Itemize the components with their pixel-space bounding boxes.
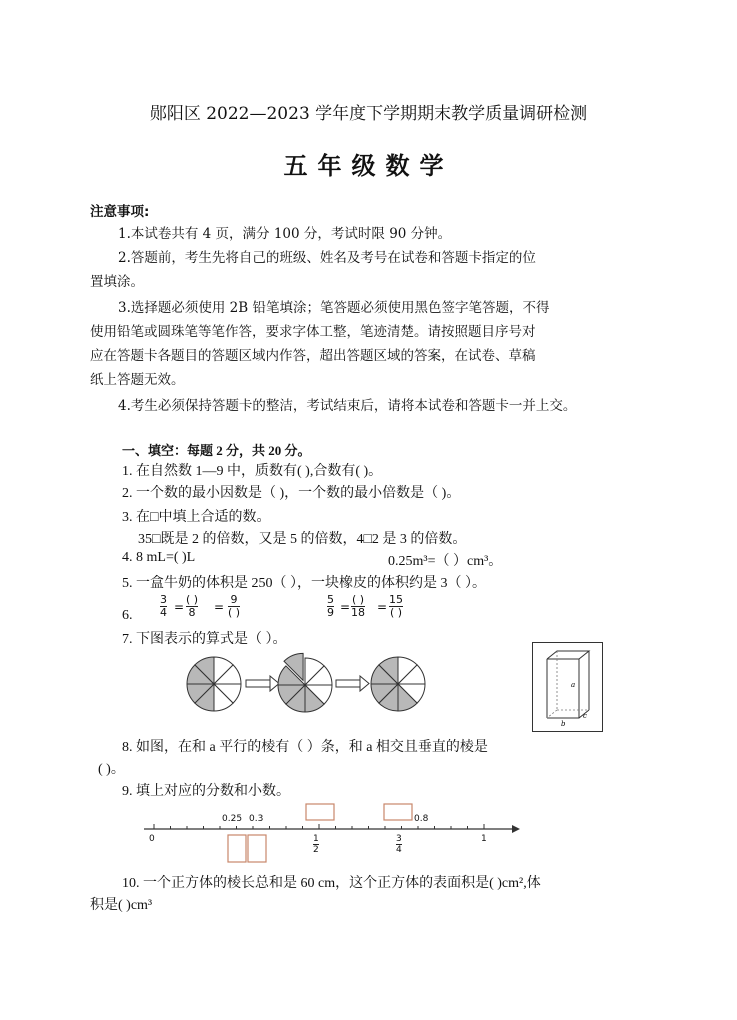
question-5: 5. 一盒牛奶的体积是 250（ ），一块橡皮的体积约是 3（ ）。 bbox=[122, 576, 486, 591]
nl-label-0-3: 0.3 bbox=[249, 814, 264, 824]
q6b-equals-1: = bbox=[340, 600, 351, 614]
question-9: 9. 填上对应的分数和小数。 bbox=[122, 784, 290, 799]
pie-second bbox=[278, 653, 332, 712]
notes-heading: 注意事项: bbox=[90, 204, 150, 220]
q6b-denominator-3: ( ) bbox=[389, 606, 403, 619]
question-8-line-1: 8. 如图，在和 a 平行的棱有（ ）条，和 a 相交且垂直的棱是 bbox=[122, 740, 488, 755]
q6a-numerator-1: 3 bbox=[160, 593, 167, 606]
question-2: 2. 一个数的最小因数是（ )，一个数的最小倍数是（ )。 bbox=[122, 486, 461, 501]
q6a-numerator-3: 9 bbox=[230, 593, 238, 606]
exam-title: 郧阳区 2022—2023 学年度下学期期末教学质量调研检测 bbox=[149, 104, 588, 124]
note-2-cont: 置填涂。 bbox=[90, 274, 144, 290]
note-4: 4.考生必须保持答题卡的整洁，考试结束后，请将本试卷和答题卡一并上交。 bbox=[118, 398, 577, 414]
q6b-fraction-2 bbox=[351, 594, 365, 619]
q6b-denominator-2: 18 bbox=[351, 606, 365, 619]
answer-box-above-1[interactable] bbox=[306, 804, 334, 820]
q6a-equals-1: = bbox=[174, 600, 185, 614]
answer-box-above-2[interactable] bbox=[384, 804, 412, 820]
nl-half-denominator: 2 bbox=[313, 845, 319, 855]
q6a-denominator-1: 4 bbox=[160, 606, 167, 619]
question-10-line-1: 10. 一个正方体的棱长总和是 60 cm，这个正方体的表面积是( )cm²,体 bbox=[122, 876, 541, 891]
section1-heading: 一、填空：每题 2 分，共 20 分。 bbox=[122, 443, 311, 458]
number-line-ticks bbox=[154, 824, 484, 829]
q6a-denominator-2: 8 bbox=[188, 606, 196, 619]
nl-label-three-quarters bbox=[396, 834, 402, 855]
answer-box-below-1[interactable] bbox=[228, 835, 246, 862]
nl-label-0-25: 0.25 bbox=[222, 814, 243, 824]
q6a-equals-2: = bbox=[214, 600, 225, 614]
nl-tq-numerator: 3 bbox=[396, 834, 402, 844]
nl-label-0-8: 0.8 bbox=[414, 814, 429, 824]
edge-label-a: a bbox=[571, 681, 576, 689]
note-2: 2.答题前，考生先将自己的班级、姓名及考号在试卷和答题卡指定的位 bbox=[118, 250, 536, 266]
question-6-number: 6. bbox=[122, 608, 133, 623]
edge-label-c: c bbox=[583, 712, 587, 720]
number-line bbox=[140, 800, 520, 864]
note-3-cont-3: 纸上答题无效。 bbox=[90, 372, 185, 388]
pie-result bbox=[371, 657, 425, 711]
question-7: 7. 下图表示的算式是（ ）。 bbox=[122, 632, 287, 647]
cuboid-figure bbox=[532, 642, 603, 732]
q6a-denominator-3: ( ) bbox=[228, 606, 241, 619]
arrow-1 bbox=[246, 676, 279, 691]
q6b-fraction-3 bbox=[389, 594, 403, 619]
question-8-line-2: ( )。 bbox=[98, 762, 125, 777]
edge-label-b: b bbox=[561, 720, 566, 728]
exam-subtitle: 五年级数学 bbox=[283, 152, 454, 180]
q6a-fraction-3 bbox=[228, 594, 240, 619]
q6a-fraction-2 bbox=[186, 594, 198, 619]
answer-box-below-2[interactable] bbox=[248, 835, 266, 862]
note-3-cont-2: 应在答题卡各题目的答题区域内作答，超出答题区域的答案，在试卷、草稿 bbox=[90, 348, 536, 364]
arrow-2 bbox=[336, 676, 369, 691]
q6b-fraction-1 bbox=[327, 594, 334, 619]
nl-label-0: 0 bbox=[149, 834, 155, 844]
note-3-cont-1: 使用铅笔或圆珠笔等笔作答，要求字体工整，笔迹清楚。请按照题目序号对 bbox=[90, 324, 536, 340]
note-1: 1.本试卷共有 4 页，满分 100 分，考试时限 90 分钟。 bbox=[118, 226, 452, 242]
question-3-body: 35□既是 2 的倍数，又是 5 的倍数，4□2 是 3 的倍数。 bbox=[138, 532, 467, 547]
question-1: 1. 在自然数 1—9 中，质数有( ),合数有( )。 bbox=[122, 464, 383, 479]
question-3: 3. 在□中填上合适的数。 bbox=[122, 510, 271, 525]
q6b-equals-2: = bbox=[377, 600, 388, 614]
q6b-numerator-3: 15 bbox=[389, 593, 403, 606]
q6b-numerator-2: ( ) bbox=[351, 593, 365, 606]
nl-tq-denominator: 4 bbox=[396, 845, 402, 855]
nl-label-half bbox=[313, 834, 319, 855]
question-4-part-b: 0.25m³=（ ）cm³。 bbox=[388, 554, 503, 569]
fraction-pies-diagram bbox=[186, 652, 436, 716]
note-3: 3.选择题必须使用 2B 铅笔填涂；笔答题必须使用黑色签字笔答题，不得 bbox=[118, 300, 550, 316]
question-10-line-2: 积是( )cm³ bbox=[90, 898, 153, 913]
number-line-arrow bbox=[512, 825, 520, 833]
q6a-numerator-2: ( ) bbox=[186, 593, 199, 606]
q6b-numerator-1: 5 bbox=[327, 593, 334, 606]
q6a-fraction-1 bbox=[160, 594, 167, 619]
nl-half-numerator: 1 bbox=[313, 834, 319, 844]
nl-label-1: 1 bbox=[481, 834, 487, 844]
pie-first bbox=[187, 657, 241, 711]
question-4-part-a: 4. 8 mL=( )L bbox=[122, 550, 196, 565]
q6b-denominator-1: 9 bbox=[327, 606, 334, 619]
